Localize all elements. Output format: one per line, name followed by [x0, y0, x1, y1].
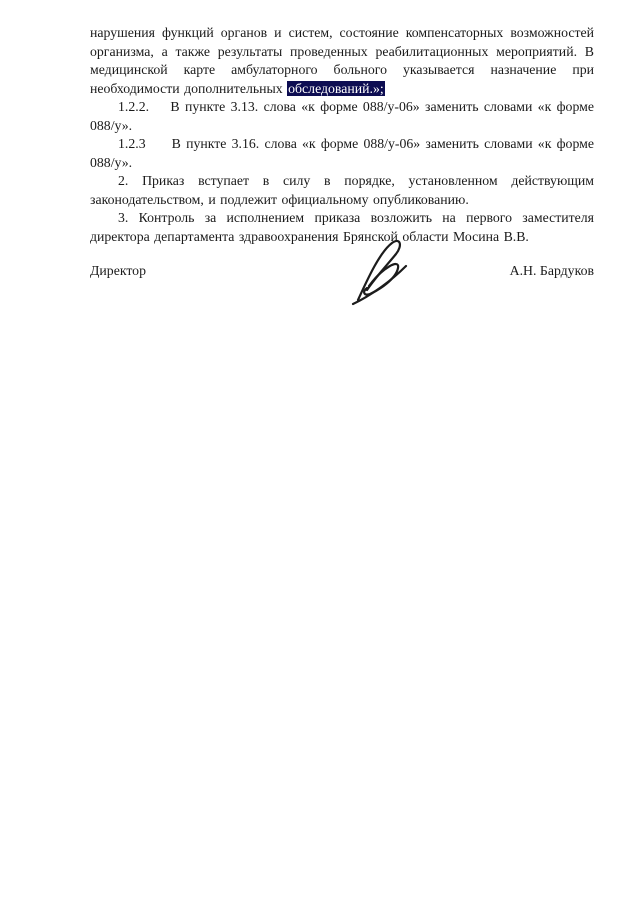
paragraph-3: 3. Контроль за исполнением приказа возложить на первого заместителя директора департамента здравоохранения Брянской области Мосина В.В. — [90, 210, 594, 244]
signer-name: А.Н. Бардуков — [509, 263, 594, 278]
handwritten-signature-icon — [348, 236, 412, 310]
signature-block — [90, 262, 594, 281]
paragraph-1-2-2: 1.2.2. В пункте 3.13. слова «к форме 088/у-06» заменить словами «к форме 088/у». — [90, 99, 594, 133]
signer-title: Директор — [90, 263, 146, 278]
paragraph-1-text: нарушения функций органов и систем, состояние компенсаторных возможностей организма, а также результаты проведенных реабилитационных мероприятий. В медицинской карте амбулаторного больного указывается назначение при необходимости дополнительных — [90, 25, 594, 96]
paragraph-1 — [90, 24, 594, 98]
highlighted-text: обследований.»; — [288, 80, 384, 96]
paragraph-1-2-3: 1.2.3 В пункте 3.16. слова «к форме 088/у-06» заменить словами «к форме 088/у». — [90, 136, 594, 170]
paragraph-2: 2. Приказ вступает в силу в порядке, установленном действующим законодательством, и подлежит официальному опубликованию. — [90, 173, 594, 207]
